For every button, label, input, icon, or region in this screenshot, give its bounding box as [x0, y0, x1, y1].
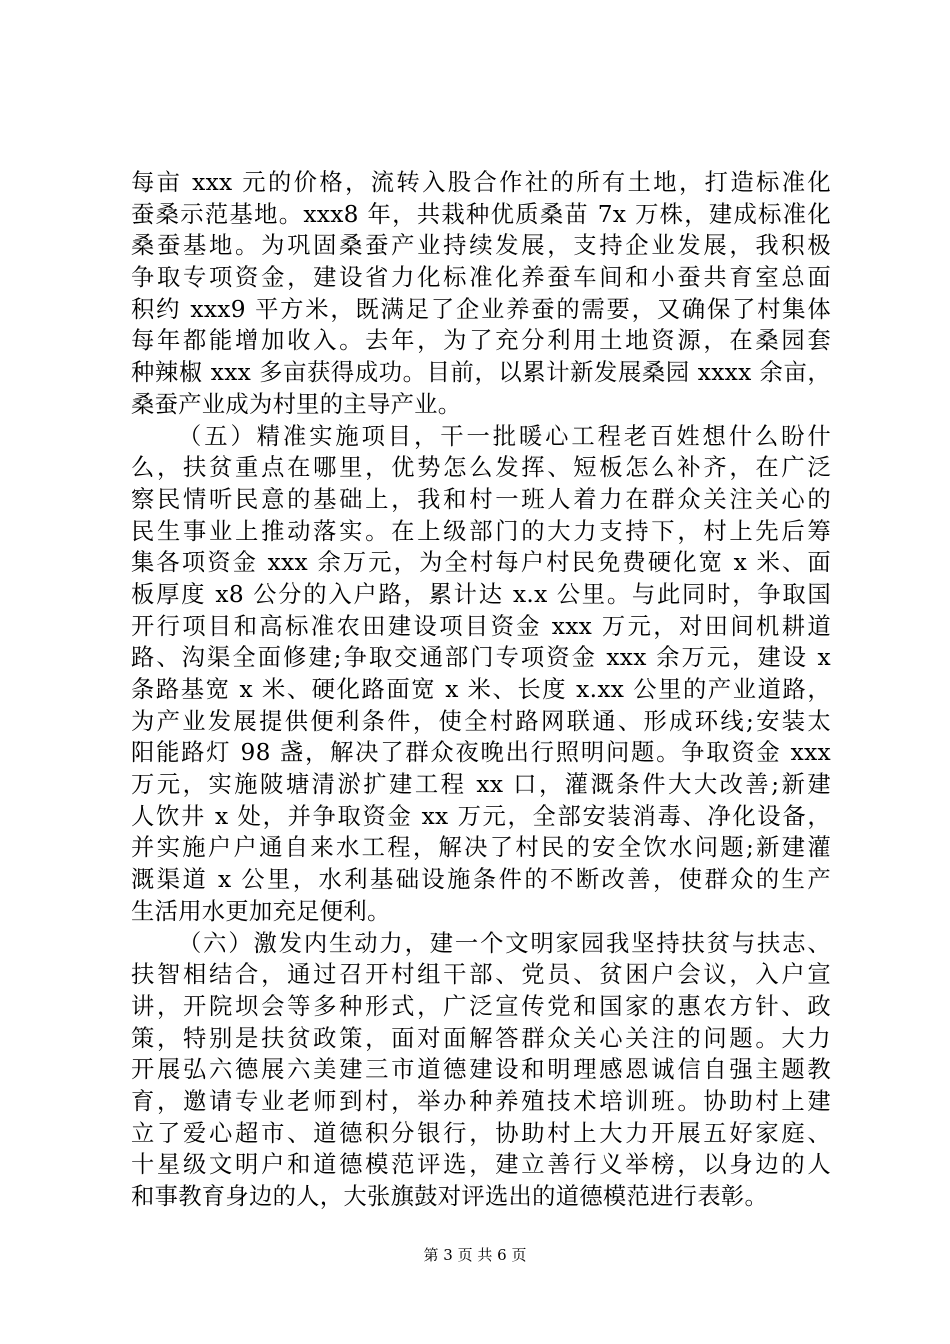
text-line: 为产业发展提供便利条件，使全村路网联通、形成环线;安装太 — [131, 707, 831, 735]
text-line: 路、沟渠全面修建;争取交通部门专项资金 xxx 余万元，建设 x — [131, 644, 831, 672]
text-line: 蚕桑示范基地。xxx8 年，共栽种优质桑苗 7x 万株，建成标准化 — [131, 200, 831, 228]
text-line: （六）激发内生动力，建一个文明家园我坚持扶贫与扶志、 — [178, 929, 831, 957]
paragraph — [131, 421, 831, 928]
paragraph — [131, 928, 831, 1213]
text-line: 扶智相结合，通过召开村组干部、党员、贫困户会议，入户宣 — [131, 961, 831, 989]
text-line: （五）精准实施项目，干一批暖心工程老百姓想什么盼什 — [178, 422, 831, 450]
text-line: 么，扶贫重点在哪里，优势怎么发挥、短板怎么补齐，在广泛 — [131, 454, 831, 482]
text-line: 积约 xxx9 平方米，既满足了企业养蚕的需要，又确保了村集体 — [131, 295, 831, 323]
text-line: 溉渠道 x 公里，水利基础设施条件的不断改善，使群众的生产 — [131, 866, 831, 894]
document-body — [131, 167, 831, 1213]
text-line: 万元，实施陂塘清淤扩建工程 xx 口，灌溉条件大大改善;新建 — [131, 771, 831, 799]
text-line: 开展弘六德展六美建三市道德建设和明理感恩诚信自强主题教 — [131, 1056, 831, 1084]
text-line: 育，邀请专业老师到村，举办种养殖技术培训班。协助村上建 — [131, 1087, 831, 1115]
text-line: 生活用水更加充足便利。 — [131, 897, 391, 925]
text-line: 阳能路灯 98 盏，解决了群众夜晚出行照明问题。争取资金 xxx — [131, 739, 831, 767]
text-line: 种辣椒 xxx 多亩获得成功。目前，以累计新发展桑园 xxxx 余亩， — [131, 359, 831, 387]
text-line: 桑蚕基地。为巩固桑蚕产业持续发展，支持企业发展，我积极 — [131, 232, 831, 260]
text-line: 每年都能增加收入。去年，为了充分利用土地资源，在桑园套 — [131, 327, 831, 355]
text-line: 民生事业上推动落实。在上级部门的大力支持下，村上先后筹 — [131, 517, 831, 545]
text-line: 桑蚕产业成为村里的主导产业。 — [131, 390, 462, 418]
text-line: 十星级文明户和道德模范评选，建立善行义举榜，以身边的人 — [131, 1151, 831, 1179]
paragraph — [131, 167, 831, 421]
text-line: 开行项目和高标准农田建设项目资金 xxx 万元，对田间机耕道 — [131, 612, 831, 640]
text-line: 和事教育身边的人，大张旗鼓对评选出的道德模范进行表彰。 — [131, 1183, 769, 1210]
text-line: 板厚度 x8 公分的入户路，累计达 x.x 公里。与此同时，争取国 — [131, 580, 831, 608]
text-line: 条路基宽 x 米、硬化路面宽 x 米、长度 x.xx 公里的产业道路， — [131, 676, 831, 703]
page-footer: 第 3 页 共 6 页 — [423, 1246, 527, 1264]
text-line: 察民情听民意的基础上，我和村一班人着力在群众关注关心的 — [131, 485, 831, 513]
text-line: 人饮井 x 处，并争取资金 xx 万元，全部安装消毒、净化设备， — [131, 802, 831, 830]
text-line: 讲，开院坝会等多种形式，广泛宣传党和国家的惠农方针、政 — [131, 992, 831, 1020]
text-line: 立了爱心超市、道德积分银行，协助村上大力开展五好家庭、 — [131, 1119, 831, 1147]
text-line: 集各项资金 xxx 余万元，为全村每户村民免费硬化宽 x 米、面 — [131, 549, 831, 577]
text-line: 策，特别是扶贫政策，面对面解答群众关心关注的问题。大力 — [131, 1024, 831, 1052]
text-line: 每亩 xxx 元的价格，流转入股合作社的所有土地，打造标准化 — [131, 169, 831, 196]
text-line: 争取专项资金，建设省力化标准化养蚕车间和小蚕共育室总面 — [131, 264, 831, 292]
text-line: 并实施户户通自来水工程，解决了村民的安全饮水问题;新建灌 — [131, 834, 831, 862]
